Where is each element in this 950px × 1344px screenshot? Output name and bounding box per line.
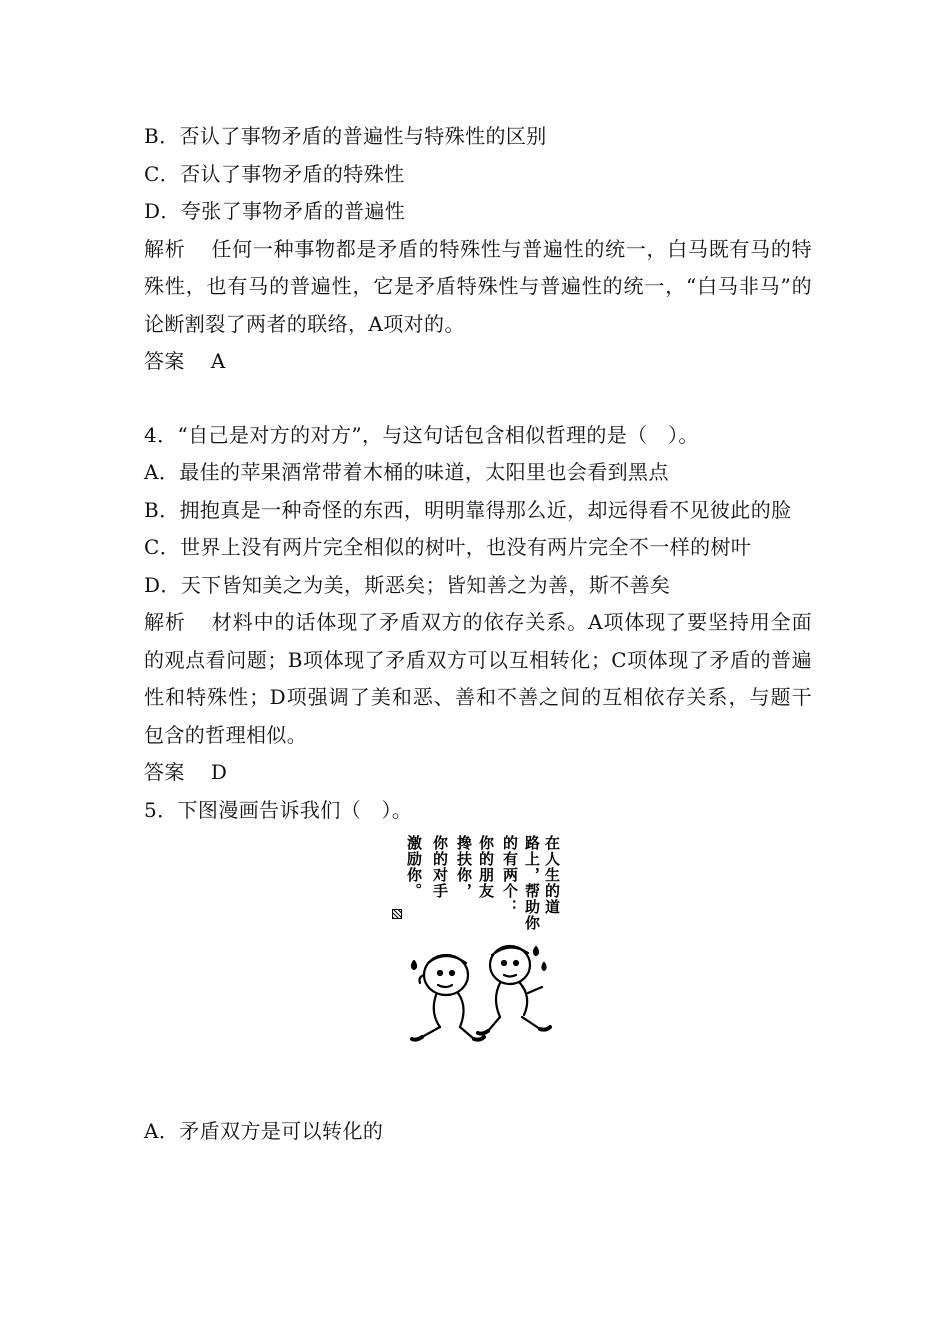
q3-analysis-label: 解析 bbox=[144, 236, 186, 261]
q4-answer-value: D bbox=[210, 760, 228, 784]
section-gap bbox=[144, 381, 812, 417]
q3-answer bbox=[144, 343, 812, 381]
cartoon-runners-drawing bbox=[406, 933, 556, 1053]
q3-option-b: B．否认了事物矛盾的普遍性与特殊性的区别 bbox=[144, 124, 547, 148]
cartoon-caption-col-3: 的有两个： bbox=[501, 835, 519, 915]
cartoon-caption-col-2: 路上，帮助你 bbox=[523, 835, 541, 931]
q5-option-a: A．矛盾双方是可以转化的 bbox=[144, 1119, 384, 1143]
cartoon-figure bbox=[144, 835, 812, 1099]
q4-answer bbox=[144, 754, 812, 792]
q4-analysis bbox=[144, 604, 812, 754]
q3-analysis-text: 任何一种事物都是矛盾的特殊性与普遍性的统一，白马既有马的特殊性，也有马的普遍性，它是矛盾特殊性与普遍性的统一，“白马非马”的论断割裂了两者的联络，A项对的。 bbox=[144, 236, 812, 336]
cartoon-caption-col-6: 你的对手 bbox=[431, 835, 449, 899]
cartoon-caption-col-1: 在人生的道 bbox=[543, 835, 561, 915]
q4-option-a: A．最佳的苹果酒常带着木桶的味道，太阳里也会看到黑点 bbox=[144, 460, 669, 484]
q5-stem: 5．下图漫画告诉我们（ ）。 bbox=[144, 797, 413, 822]
q3-option-c: C．否认了事物矛盾的特殊性 bbox=[144, 161, 405, 186]
q4-analysis-text: 材料中的话体现了矛盾双方的依存关系。A项体现了要坚持用全面的观点看问题；B项体现了矛盾双方可以互相转化；C项体现了矛盾的普遍性和特殊性；D项强调了美和恶、善和不善之间的互相依存关系，与题干包含的哲理相似。 bbox=[144, 610, 812, 747]
q3-option-d: D．夸张了事物矛盾的普遍性 bbox=[144, 199, 406, 223]
q4-answer-label: 答案 bbox=[144, 760, 185, 784]
document-page bbox=[144, 118, 812, 1151]
cartoon-caption-col-7: 激励你。 bbox=[405, 835, 423, 899]
q3-answer-label: 答案 bbox=[144, 349, 185, 373]
q4-option-c: C．世界上没有两片完全相似的树叶，也没有两片完全不一样的树叶 bbox=[144, 535, 752, 559]
cartoon-caption-col-4: 你的朋友 bbox=[477, 835, 495, 899]
q3-analysis bbox=[144, 231, 812, 344]
cartoon-seal-icon bbox=[392, 909, 402, 919]
cartoon-caption-col-5: 搀扶你， bbox=[455, 835, 473, 899]
q4-option-d: D．天下皆知美之为美，斯恶矣；皆知善之为善，斯不善矣 bbox=[144, 572, 671, 597]
q3-answer-value: A bbox=[210, 349, 226, 373]
cartoon-image bbox=[392, 835, 562, 1055]
q4-analysis-label: 解析 bbox=[144, 610, 186, 634]
q4-option-b: B．拥抱真是一种奇怪的东西，明明靠得那么近，却远得看不见彼此的脸 bbox=[144, 497, 792, 522]
q4-stem: 4．“自己是对方的对方”，与这句话包含相似哲理的是（ ）。 bbox=[144, 422, 699, 447]
